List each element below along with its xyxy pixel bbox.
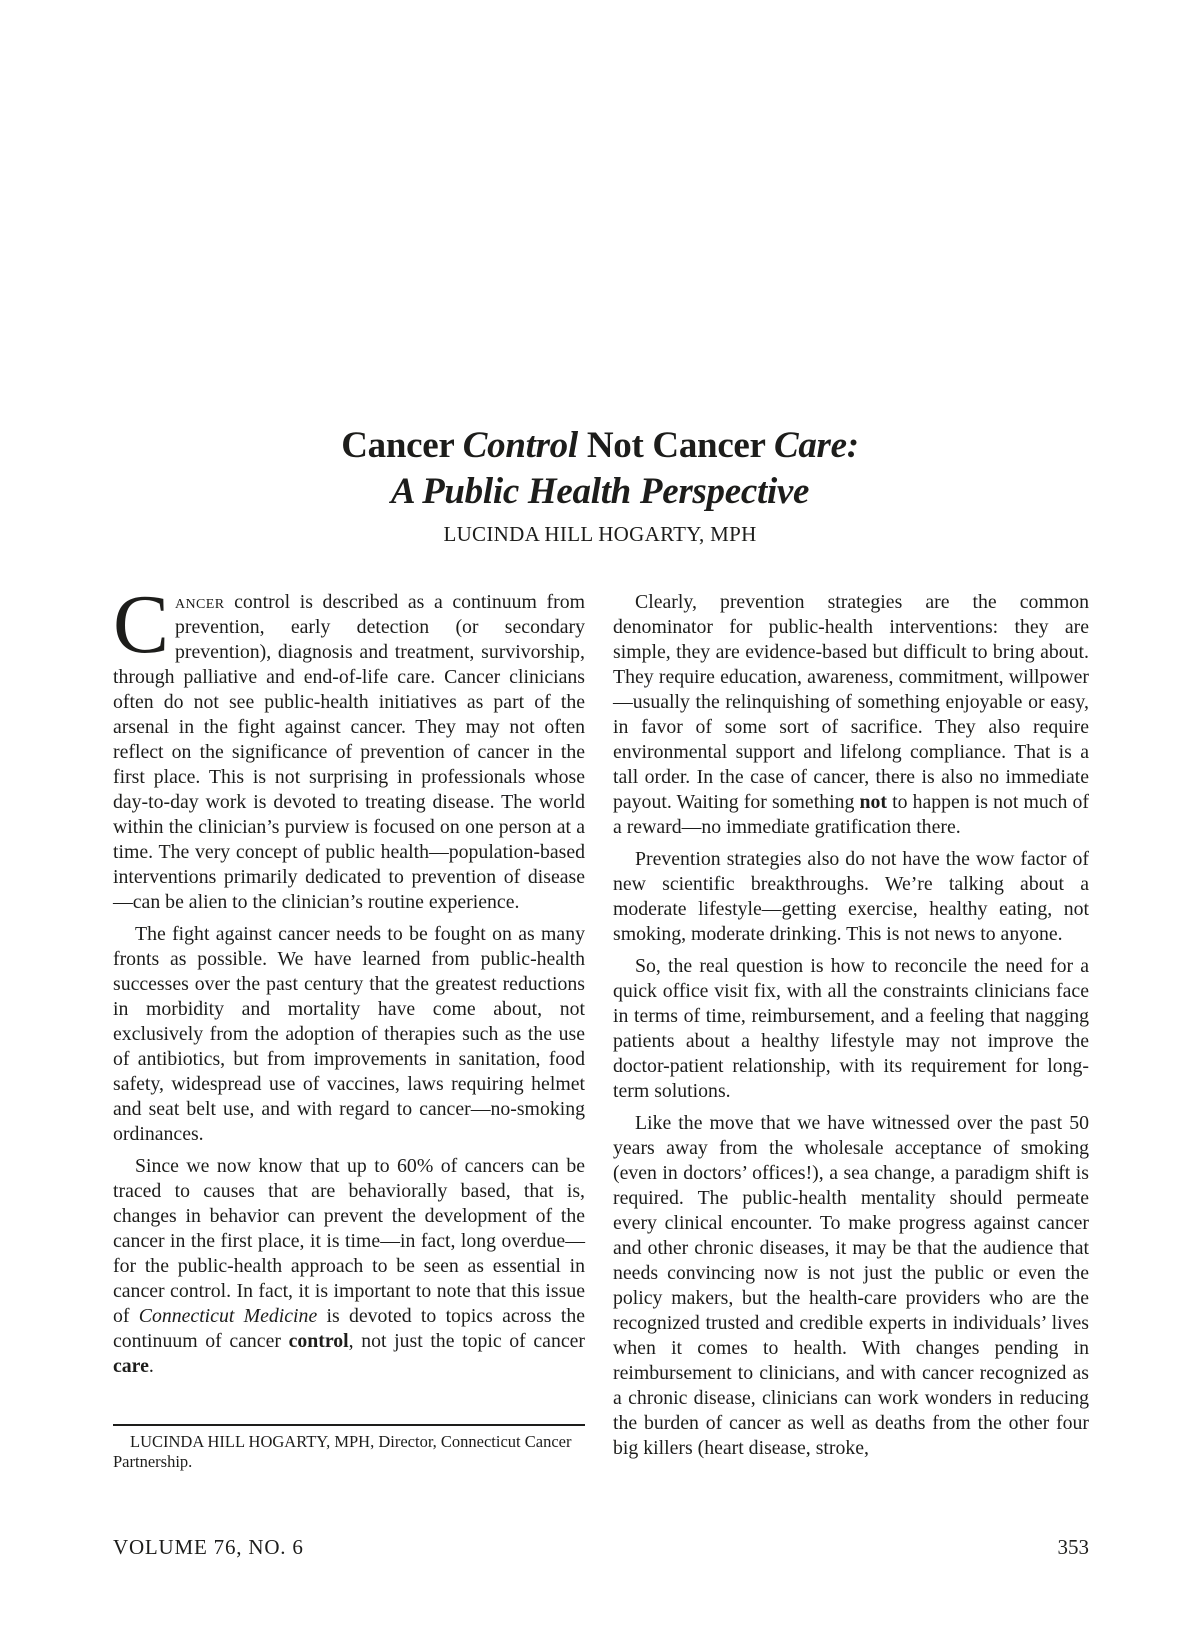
paragraph: Clearly, prevention strategies are the common denominator for public-health interventions: they are simple, they are evidence-based but difficult to bring about. They require education, awareness, commitment, willpower—usually the relinquishing of something enjoyable or easy, in favor of some sort of sacrifice. They also require environmental support and lifelong compliance. That is a tall order. In the case of cancer, there is also no immediate payout. Waiting for something not to happen is not much of a reward—no immediate gratification there. xyxy=(613,591,1090,838)
volume-issue: VOLUME 76, NO. 6 xyxy=(113,1535,304,1559)
paragraph: The fight against cancer needs to be fought on as many fronts as possible. We have learned from public-health successes over the past century that the greatest reductions in morbidity and mortality have come about, not exclusively from the adoption of therapies such as the use of antibiotics, but from improvements in sanitation, food safety, widespread use of vaccines, laws requiring helmet and seat belt use, and with regard to cancer—no-smoking ordinances. xyxy=(113,923,585,1145)
title-line-2-subtitle: A Public Health Perspective xyxy=(390,470,810,512)
paragraph: Prevention strategies also do not have the wow factor of new scientific breakthroughs. We’re talking about a moderate lifestyle—getting exercise, healthy eating, not smoking, moderate drinking. This is not news to anyone. xyxy=(613,848,1089,945)
author-byline: LUCINDA HILL HOGARTY, MPH xyxy=(443,522,757,546)
left-column xyxy=(113,578,585,1386)
footnote-divider xyxy=(113,1424,585,1426)
paragraph: Like the move that we have witnessed over the past 50 years away from the wholesale acceptance of smoking (even in doctors’ offices!), a sea change, a paradigm shift is required. The public-health mentality should permeate every clinical encounter. To make progress against cancer and other chronic diseases, it may be that the audience that needs convincing now is not just the public or even the policy makers, but the health-care providers who are the recognized trusted and credible experts in individuals’ lives when it comes to health. With changes pending in reimbursement to clinicians, and with cancer recognized as a chronic disease, clinicians can work wonders in reducing the burden of cancer as well as deaths from the other four big killers (heart disease, stroke, xyxy=(613,1112,1089,1459)
drop-cap: C xyxy=(113,578,170,671)
journal-title: Connecticut Medicine xyxy=(138,1305,318,1327)
page-number: 353 xyxy=(1057,1535,1089,1559)
paragraph: Since we now know that up to 60% of cancers can be traced to causes that are behaviorally based, that is, changes in behavior can prevent the development of the cancer in the first place, it is time—in fact, long overdue—for the public-health approach to be seen as essential in cancer control. In fact, it is important to note that this issue of Connecticut Medicine is devoted to topics across the continuum of cancer control, not just the topic of cancer care. xyxy=(113,1155,585,1377)
paragraph: Cancer control is described as a continuum from prevention, early detection (or secondary prevention), diagnosis and treatment, survivorship, through palliative and end-of-life care. Cancer clinicians often do not see public-health initiatives as part of the arsenal in the fight against cancer. They may not often reflect on the significance of prevention of cancer in the first place. This is not surprising in professionals whose day-to-day work is devoted to treating disease. The world within the clinician’s purview is focused on one person at a time. The very concept of public health—population-based interventions primarily dedicated to prevention of disease—can be alien to the clinician’s routine experience. xyxy=(113,578,585,913)
right-column xyxy=(613,590,1089,1468)
paragraph: So, the real question is how to reconcile the need for a quick office visit fix, with all the constraints clinicians face in terms of time, reimbursement, and a feeling that nagging patients about a healthy lifestyle may not improve the doctor-patient relationship, with its requirement for long-term solutions. xyxy=(613,955,1089,1102)
article-title xyxy=(0,423,1200,515)
author-footnote: LUCINDA HILL HOGARTY, MPH, Director, Connecticut Cancer Partnership. xyxy=(113,1432,572,1471)
title-line-1: Cancer Control Not Cancer Care: xyxy=(341,424,859,466)
